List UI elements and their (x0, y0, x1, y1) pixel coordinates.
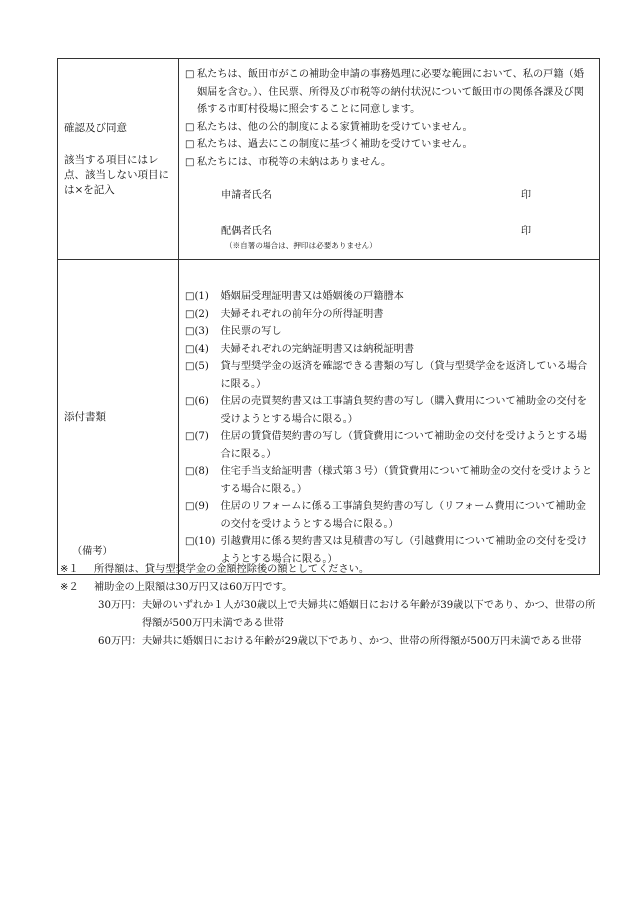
tier-30 (98, 597, 600, 633)
attachments-list (185, 288, 593, 568)
note-1 (60, 561, 600, 579)
attachments-content-cell (179, 260, 600, 575)
note-text: 補助金の上限額は30万円又は60万円です。 (94, 582, 293, 593)
applicant-seal: 印 (520, 190, 531, 201)
application-form-table (57, 58, 600, 575)
consent-item-3[interactable] (185, 136, 593, 154)
checkbox-icon[interactable]: □ (185, 291, 195, 302)
checkbox-icon[interactable]: □ (185, 156, 195, 168)
attachments-title: 添付書類 (64, 410, 106, 423)
attachment-item[interactable] (185, 306, 593, 324)
attachment-text: 引越費用に係る契約書又は見積書の写し（引越費用について補助金の交付を受けようとする場合に限る。） (220, 536, 587, 565)
checkbox-icon[interactable]: □ (185, 139, 195, 150)
attachment-item[interactable] (185, 323, 593, 341)
attachment-text: 夫婦それぞれの完納証明書又は納税証明書 (220, 343, 415, 355)
attachments-row (58, 260, 600, 575)
spouse-seal: 印 (520, 225, 531, 237)
consent-item-1[interactable] (185, 66, 593, 119)
notes-section (60, 543, 600, 651)
note-text: 所得額は、貸与型奨学金の金額控除後の額としてください。 (94, 564, 370, 575)
attachment-text: 住居の売買契約書又は工事請負契約書の写し（購入費用について補助金の交付を受けようとする場合に限る。） (220, 396, 587, 425)
attachment-text: 夫婦それぞれの前年分の所得証明書 (220, 308, 384, 320)
confirm-row (58, 59, 600, 260)
checkbox-icon[interactable]: □ (185, 431, 195, 442)
tier-text: 夫婦共に婚姻日における年齢が29歳以下であり、かつ、世帯の所得額が500万円未満である世帯 (142, 636, 582, 647)
checkbox-icon[interactable]: □ (185, 536, 195, 547)
attachment-text: 住居のリフォームに係る工事請負契約書の写し（リフォーム費用について補助金の交付を受けようとする場合に限る。） (220, 501, 586, 530)
attachments-label-cell (58, 260, 179, 575)
tier-60 (98, 633, 600, 651)
note-mark: ※２ (60, 582, 79, 593)
checkbox-icon[interactable]: □ (185, 121, 195, 133)
attachment-text: 住民票の写し (220, 326, 282, 337)
applicant-signature-row[interactable] (221, 187, 531, 205)
attachment-text: 貸与型奨学金の返済を確認できる書類の写し（貸与型奨学金を返済している場合に限る。） (220, 361, 588, 390)
attachment-item[interactable] (185, 288, 593, 306)
consent-item-4[interactable] (185, 154, 593, 172)
attachment-number: (9) (194, 501, 209, 512)
consent-text: 私たちは、飯田市がこの補助金申請の事務処理に必要な範囲において、私の戸籍（婚姻届を含む。）、住民票、所得及び市税等の納付状況について飯田市の関係各課及び関係する市町村役場に照会することに同意します。 (197, 69, 584, 115)
attachment-number: (5) (194, 361, 209, 372)
note-mark: ※１ (60, 564, 79, 575)
applicant-name-label: 申請者氏名 (221, 190, 272, 201)
checkbox-icon[interactable]: □ (185, 361, 195, 372)
tier-text: 夫婦のいずれか１人が30歳以上で夫婦共に婚姻日における年齢が39歳以下であり、かつ、世帯の所得額が500万円未満である世帯 (142, 600, 596, 629)
checkbox-icon[interactable]: □ (185, 396, 195, 407)
checkbox-icon[interactable]: □ (185, 343, 195, 355)
attachment-text: 住居の賃貸借契約書の写し（賃貸費用について補助金の交付を受けようとする場合に限る。） (220, 431, 587, 460)
attachment-number: (4) (194, 343, 209, 355)
signature-note: （※自署の場合は、押印は必要ありません） (225, 241, 377, 250)
checkbox-icon[interactable]: □ (185, 501, 195, 512)
attachment-item[interactable] (185, 428, 593, 463)
attachment-number: (2) (194, 308, 209, 320)
confirm-title: 確認及び同意 (64, 121, 127, 134)
consent-text: 私たちには、市税等の未納はありません。 (197, 156, 392, 168)
attachment-text: 婚姻届受理証明書又は婚姻後の戸籍謄本 (220, 291, 404, 302)
confirm-content-cell (179, 59, 600, 260)
consent-text: 私たちは、過去にこの制度に基づく補助を受けていません。 (197, 139, 473, 150)
tier-label: 30万円： (98, 600, 142, 611)
attachment-item[interactable] (185, 463, 593, 498)
confirm-instruction: 該当する項目にはレ点、該当しない項目には×を記入 (64, 153, 169, 196)
attachment-number: (1) (194, 291, 209, 302)
attachment-number: (8) (194, 466, 209, 477)
confirm-label-cell (58, 59, 179, 260)
checkbox-icon[interactable]: □ (185, 69, 195, 80)
tier-label: 60万円： (98, 636, 142, 647)
attachment-item[interactable] (185, 498, 593, 533)
attachment-item[interactable] (185, 341, 593, 359)
attachment-number: (10) (194, 536, 216, 547)
spouse-name-label: 配偶者氏名 (221, 225, 272, 237)
spouse-signature-row[interactable] (221, 223, 531, 241)
note-2 (60, 579, 600, 597)
notes-heading: （備考） (72, 546, 113, 557)
attachment-item[interactable] (185, 358, 593, 393)
attachment-item[interactable] (185, 393, 593, 428)
attachment-number: (3) (194, 326, 209, 337)
attachment-number: (7) (194, 431, 209, 442)
attachment-text: 住宅手当支給証明書（様式第３号）（賃貸費用について補助金の交付を受けようとする場合に限る。） (220, 466, 593, 495)
checkbox-icon[interactable]: □ (185, 326, 195, 337)
consent-text: 私たちは、他の公的制度による家賃補助を受けていません。 (197, 121, 473, 133)
attachment-number: (6) (194, 396, 209, 407)
consent-item-2[interactable] (185, 119, 593, 137)
checkbox-icon[interactable]: □ (185, 308, 195, 320)
checkbox-icon[interactable]: □ (185, 466, 195, 477)
